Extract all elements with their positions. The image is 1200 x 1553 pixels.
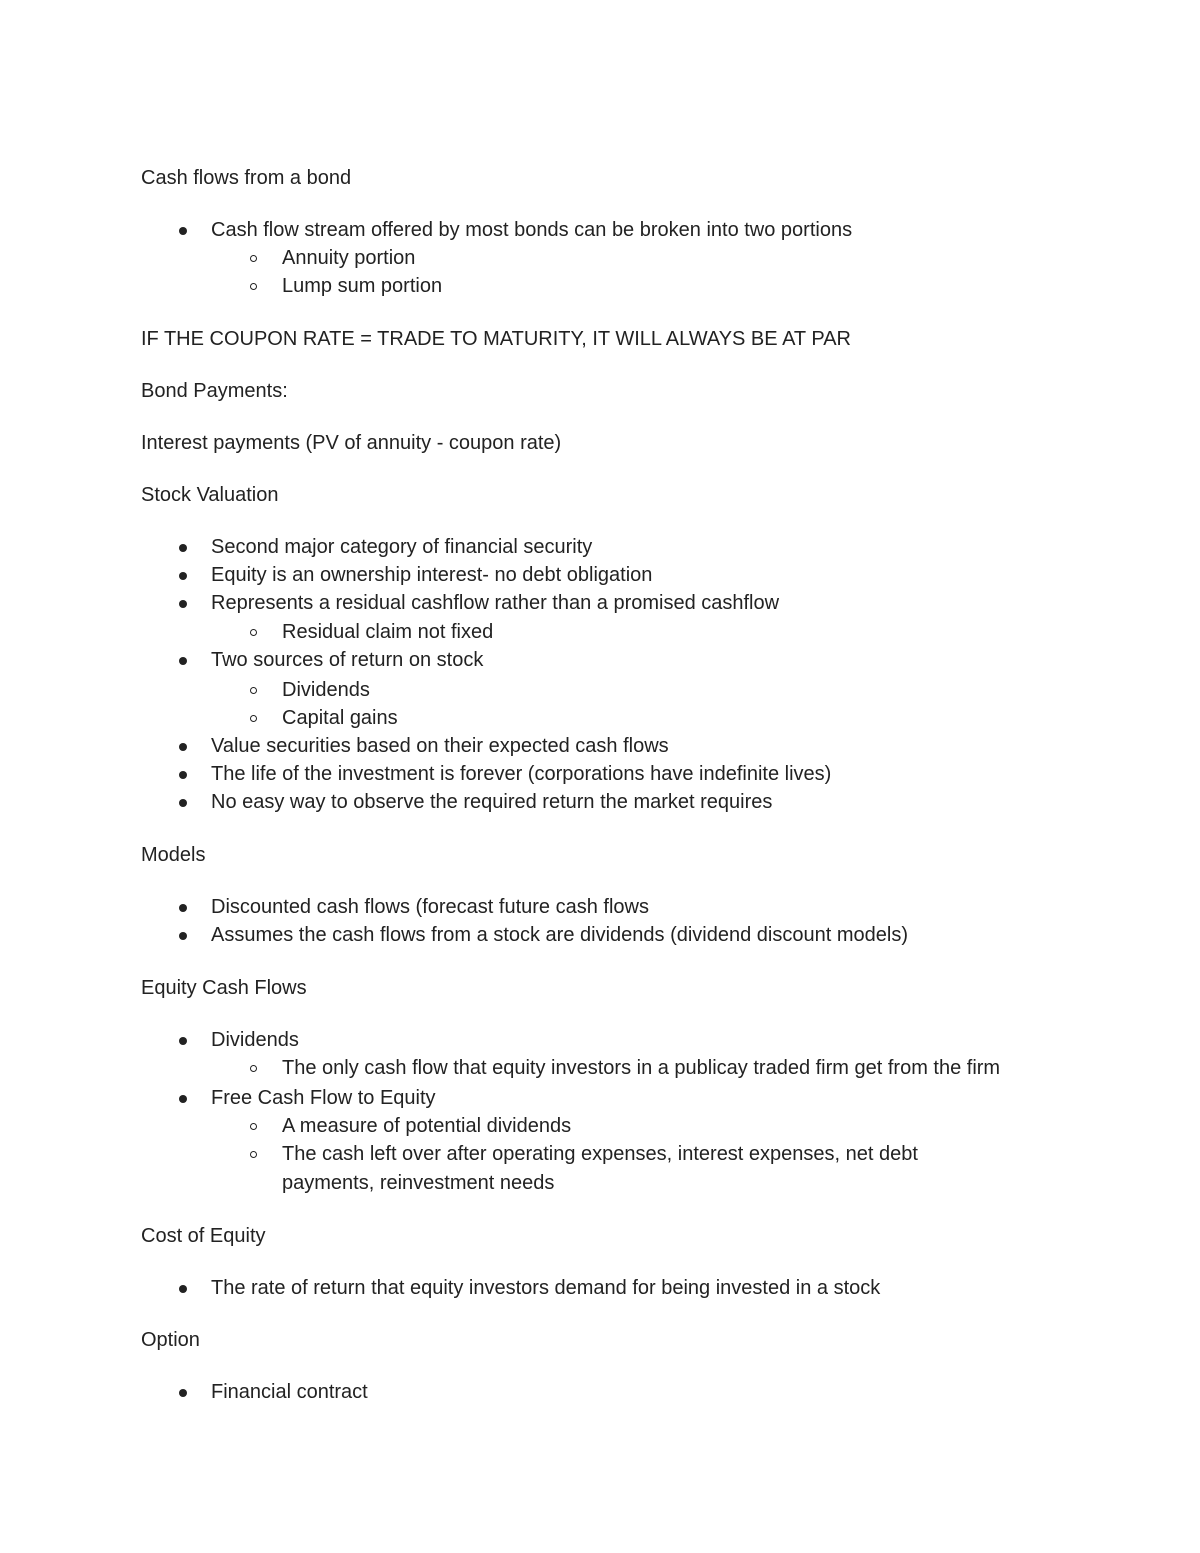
list-subitem: The cash left over after operating expenses, interest expenses, net debt [282, 1143, 918, 1165]
bullet-dot [179, 932, 187, 940]
heading-models: Models [141, 844, 206, 866]
bullet-dot [179, 227, 187, 235]
list-subitem: Capital gains [282, 707, 398, 729]
bullet-dot [179, 600, 187, 608]
bullet-circle [250, 629, 257, 636]
list-item: Represents a residual cashflow rather than a promised cashflow [211, 592, 780, 614]
bullet-dot [179, 657, 187, 665]
bullet-dot [179, 572, 187, 580]
bullet-dot [179, 1037, 187, 1045]
bullet-circle [250, 687, 257, 694]
list-item: Free Cash Flow to Equity [211, 1087, 436, 1109]
bullet-circle [250, 1151, 257, 1158]
heading-option: Option [141, 1329, 200, 1351]
bullet-circle [250, 1065, 257, 1072]
caps-note: IF THE COUPON RATE = TRADE TO MATURITY, IT WILL ALWAYS BE AT PAR [141, 328, 851, 350]
interest-payments-text: Interest payments (PV of annuity - coupon rate) [141, 432, 562, 454]
list-item: Second major category of financial security [211, 536, 593, 558]
list-subitem: A measure of potential dividends [282, 1115, 572, 1137]
list-item: Cash flow stream offered by most bonds can be broken into two portions [211, 219, 853, 241]
list-item: Financial contract [211, 1381, 368, 1403]
bullet-dot [179, 1285, 187, 1293]
list-item: The rate of return that equity investors demand for being invested in a stock [211, 1277, 881, 1299]
bullet-dot [179, 799, 187, 807]
list-item: Equity is an ownership interest- no debt obligation [211, 564, 653, 586]
list-subitem: Annuity portion [282, 247, 416, 269]
heading-cash-flows-from-bond: Cash flows from a bond [141, 167, 352, 189]
list-subitem-continuation: payments, reinvestment needs [282, 1172, 555, 1194]
bullet-dot [179, 544, 187, 552]
list-item: Value securities based on their expected cash flows [211, 735, 669, 757]
bullet-dot [179, 904, 187, 912]
bullet-circle [250, 283, 257, 290]
bullet-dot [179, 771, 187, 779]
heading-stock-valuation: Stock Valuation [141, 484, 279, 506]
bullet-circle [250, 255, 257, 262]
list-item: No easy way to observe the required return the market requires [211, 791, 773, 813]
heading-equity-cash-flows: Equity Cash Flows [141, 977, 307, 999]
bullet-dot [179, 1389, 187, 1397]
list-subitem: Lump sum portion [282, 275, 443, 297]
heading-bond-payments: Bond Payments: [141, 380, 288, 402]
list-subitem: Dividends [282, 679, 370, 701]
list-subitem: The only cash flow that equity investors in a publicay traded firm get from the firm [282, 1057, 1001, 1079]
list-item: Assumes the cash flows from a stock are dividends (dividend discount models) [211, 924, 908, 946]
list-item: Discounted cash flows (forecast future cash flows [211, 896, 649, 918]
bullet-circle [250, 1123, 257, 1130]
bullet-circle [250, 715, 257, 722]
bullet-dot [179, 1095, 187, 1103]
list-item: Two sources of return on stock [211, 649, 484, 671]
bullet-dot [179, 743, 187, 751]
list-subitem: Residual claim not fixed [282, 621, 494, 643]
list-item: Dividends [211, 1029, 299, 1051]
heading-cost-of-equity: Cost of Equity [141, 1225, 266, 1247]
list-item: The life of the investment is forever (corporations have indefinite lives) [211, 763, 832, 785]
